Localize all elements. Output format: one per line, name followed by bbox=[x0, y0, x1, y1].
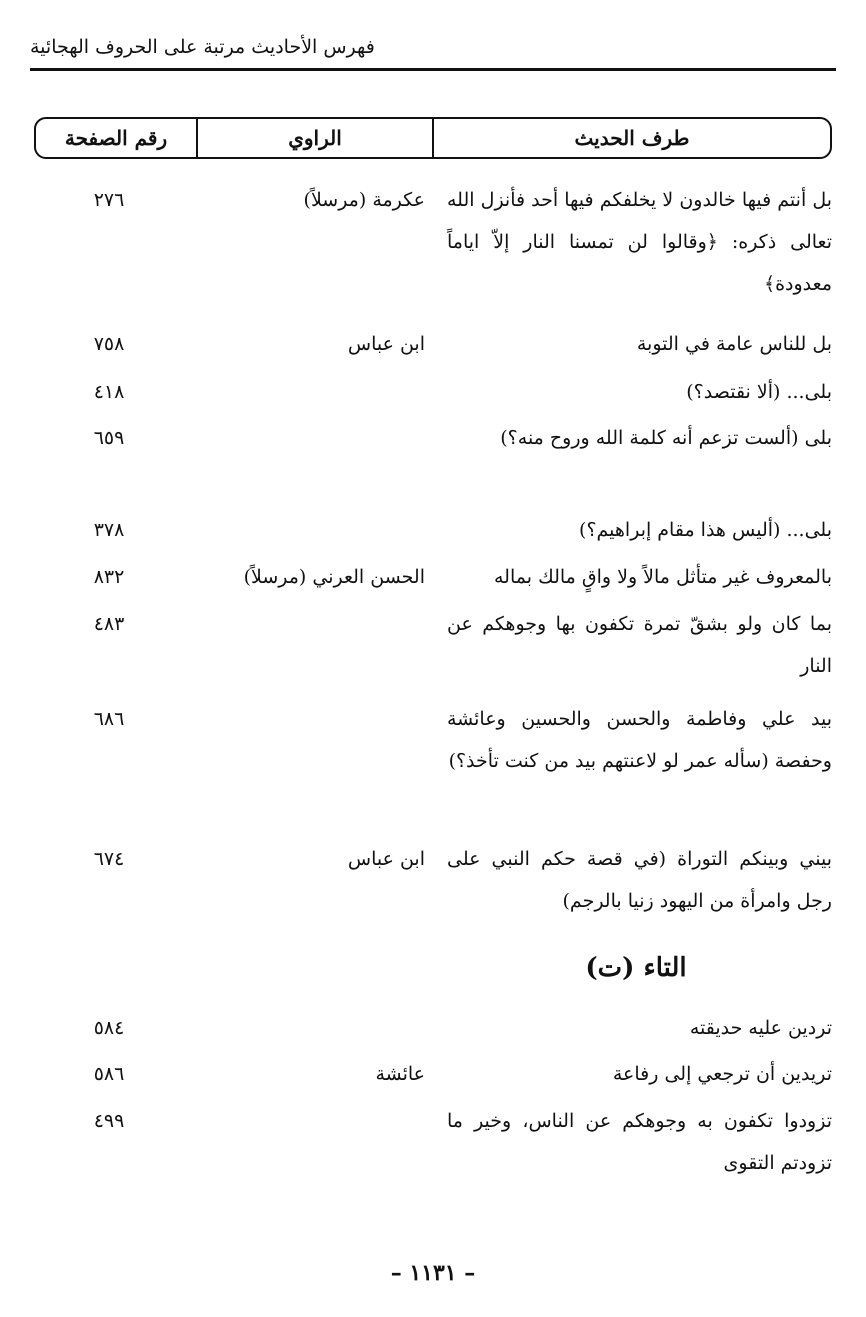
narrator: الحسن العرني (مرسلاً) bbox=[243, 566, 425, 588]
page-number: ٨٣٢ bbox=[93, 566, 125, 588]
page-number: ٥٨٤ bbox=[93, 1017, 125, 1039]
hadith-text: بما كان ولو بشقّ تمرة تكفون بها وجوهكم عن النار bbox=[447, 613, 832, 677]
page-number: ٣٧٨ bbox=[93, 519, 125, 541]
hadith-text: بل أنتم فيها خالدون لا يخلفكم فيها أحد فأنزل الله تعالى ذكره: ﴿وقالوا لن تمسنا النار إلاّ اياماً معدودة﴾ bbox=[447, 189, 832, 295]
hadith-text: تردين عليه حديقته bbox=[689, 1017, 832, 1039]
hadith-text: بلى... (أليس هذا مقام إبراهيم؟) bbox=[579, 519, 832, 541]
table-header bbox=[34, 117, 832, 159]
page-number: ٥٨٦ bbox=[93, 1063, 125, 1085]
hadith-text: تريدين أن ترجعي إلى رفاعة bbox=[612, 1063, 832, 1085]
narrator: عائشة bbox=[375, 1063, 425, 1085]
page-number: ٦٨٦ bbox=[93, 708, 125, 730]
page-number: ٤٩٩ bbox=[93, 1110, 125, 1132]
hadith-text: تزودوا تكفون به وجوهكم عن الناس، وخير ما تزودتم التقوى bbox=[447, 1110, 832, 1174]
page-number: ٢٧٦ bbox=[93, 189, 125, 211]
page-number: ٤١٨ bbox=[93, 381, 125, 403]
narrator: ابن عباس bbox=[347, 333, 425, 355]
hadith-text: بلى (ألست تزعم أنه كلمة الله وروح منه؟) bbox=[500, 427, 832, 449]
hadith-text: بلى... (ألا نقتصد؟) bbox=[686, 381, 832, 403]
column-header-page: رقم الصفحة bbox=[64, 126, 168, 150]
section-heading: التاء (ت) bbox=[585, 953, 687, 983]
column-header-narrator: الراوي bbox=[196, 119, 432, 157]
running-head: فهرس الأحاديث مرتبة على الحروف الهجائية bbox=[30, 36, 375, 58]
hadith-text: بيني وبينكم التوراة (في قصة حكم النبي على رجل وامرأة من اليهود زنيا بالرجم) bbox=[447, 848, 832, 912]
page-folio: – ١١٣١ – bbox=[390, 1260, 476, 1286]
hadith-text: بيد علي وفاطمة والحسن والحسين وعائشة وحفصة (سأله عمر لو لاعنتهم بيد من كنت تأخذ؟) bbox=[447, 708, 832, 772]
hadith-text: بل للناس عامة في التوبة bbox=[636, 333, 832, 355]
page-number: ٤٨٣ bbox=[93, 613, 125, 635]
header-rule bbox=[30, 68, 836, 71]
page-number: ٧٥٨ bbox=[93, 333, 125, 355]
page-number: ٦٧٤ bbox=[93, 848, 125, 870]
hadith-text: بالمعروف غير متأثل مالاً ولا واقٍ مالك بماله bbox=[494, 566, 832, 588]
page-number: ٦٥٩ bbox=[93, 427, 125, 449]
narrator: ابن عباس bbox=[347, 848, 425, 870]
column-header-hadith: طرف الحديث bbox=[432, 119, 830, 157]
narrator: عكرمة (مرسلاً) bbox=[303, 189, 425, 211]
